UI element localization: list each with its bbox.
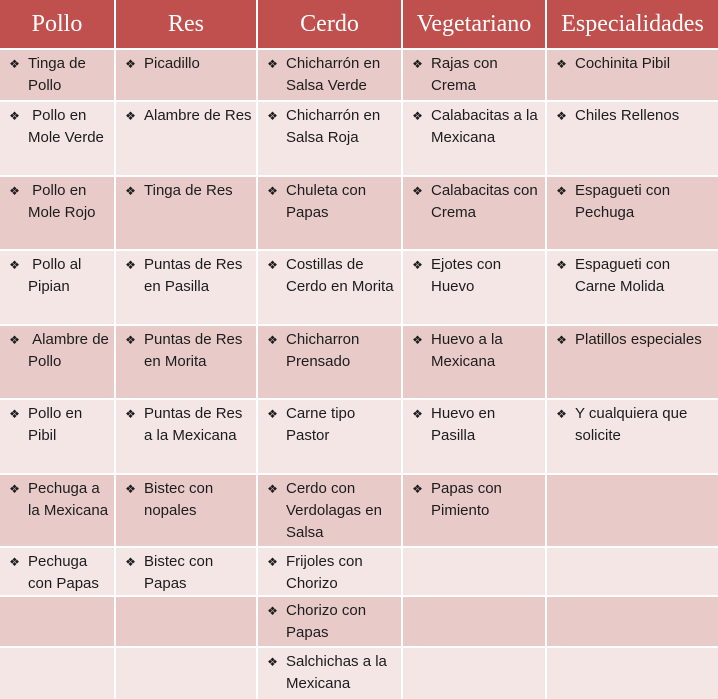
menu-item-label: Frijoles con Chorizo <box>286 553 367 592</box>
menu-item-cell <box>0 251 114 324</box>
menu-item-label: Pollo al Pipian <box>28 256 86 295</box>
menu-item-cell <box>403 177 545 249</box>
empty-cell <box>547 548 718 595</box>
menu-item-label: Chiles Rellenos <box>575 107 680 124</box>
diamond-bullet-icon: ❖ <box>9 407 20 421</box>
menu-item-cell <box>116 400 256 473</box>
menu-item-label: Calabacitas a la Mexicana <box>431 107 542 146</box>
empty-cell <box>0 597 114 646</box>
diamond-bullet-icon: ❖ <box>267 109 278 123</box>
diamond-bullet-icon: ❖ <box>556 109 567 123</box>
menu-item-label: Alambre de Res <box>144 107 252 124</box>
menu-item-cell <box>116 177 256 249</box>
diamond-bullet-icon: ❖ <box>267 407 278 421</box>
menu-item-label: Tinga de Res <box>144 182 233 199</box>
diamond-bullet-icon: ❖ <box>267 482 278 496</box>
diamond-bullet-icon: ❖ <box>267 258 278 272</box>
menu-item-label: Huevo en Pasilla <box>431 405 500 444</box>
diamond-bullet-icon: ❖ <box>125 555 136 569</box>
menu-item-label: Cerdo con Verdolagas en Salsa <box>286 480 387 541</box>
menu-item-label: Bistec con Papas <box>144 553 218 592</box>
diamond-bullet-icon: ❖ <box>125 258 136 272</box>
empty-cell <box>547 648 718 699</box>
menu-item-label: Pollo en Pibil <box>28 405 87 444</box>
menu-item-label: Alambre de Pollo <box>28 331 114 370</box>
menu-item-label: Y cualquiera que solicite <box>575 405 692 444</box>
menu-item-label: Salchichas a la Mexicana <box>286 653 392 692</box>
menu-item-cell <box>547 50 718 100</box>
menu-item-label: Chorizo con Papas <box>286 602 371 641</box>
menu-item-cell <box>258 177 401 249</box>
diamond-bullet-icon: ❖ <box>125 407 136 421</box>
menu-item-cell <box>0 548 114 595</box>
menu-item-cell <box>0 177 114 249</box>
menu-item-cell <box>403 400 545 473</box>
menu-item-label: Chicharrón en Salsa Verde <box>286 55 385 94</box>
diamond-bullet-icon: ❖ <box>125 57 136 71</box>
menu-item-cell <box>258 648 401 699</box>
diamond-bullet-icon: ❖ <box>267 655 278 669</box>
menu-item-label: Pollo en Mole Rojo <box>28 182 96 221</box>
menu-item-label: Picadillo <box>144 55 200 72</box>
menu-item-label: Platillos especiales <box>575 331 702 348</box>
column-header-pollo: Pollo <box>0 0 114 48</box>
menu-item-cell <box>0 400 114 473</box>
menu-item-label: Espagueti con Pechuga <box>575 182 675 221</box>
diamond-bullet-icon: ❖ <box>556 184 567 198</box>
column-header-vegetariano: Vegetariano <box>403 0 545 48</box>
diamond-bullet-icon: ❖ <box>556 333 567 347</box>
diamond-bullet-icon: ❖ <box>412 184 423 198</box>
empty-cell <box>0 648 114 699</box>
diamond-bullet-icon: ❖ <box>412 57 423 71</box>
menu-item-cell <box>547 326 718 398</box>
menu-item-label: Rajas con Crema <box>431 55 502 94</box>
diamond-bullet-icon: ❖ <box>9 109 20 123</box>
menu-item-label: Chicharron Prensado <box>286 331 364 370</box>
diamond-bullet-icon: ❖ <box>412 109 423 123</box>
menu-item-label: Ejotes con Huevo <box>431 256 506 295</box>
menu-item-cell <box>0 102 114 175</box>
diamond-bullet-icon: ❖ <box>267 555 278 569</box>
empty-cell <box>547 597 718 646</box>
menu-item-cell <box>547 400 718 473</box>
menu-item-label: Pechuga con Papas <box>28 553 99 592</box>
menu-item-cell <box>258 102 401 175</box>
menu-item-label: Tinga de Pollo <box>28 55 90 94</box>
column-header-especialidades: Especialidades <box>547 0 718 48</box>
empty-cell <box>547 475 718 546</box>
diamond-bullet-icon: ❖ <box>9 258 20 272</box>
empty-cell <box>116 648 256 699</box>
menu-item-cell <box>116 326 256 398</box>
menu-item-cell <box>0 326 114 398</box>
diamond-bullet-icon: ❖ <box>9 184 20 198</box>
menu-item-label: Pollo en Mole Verde <box>28 107 104 146</box>
diamond-bullet-icon: ❖ <box>125 333 136 347</box>
menu-item-label: Chicharrón en Salsa Roja <box>286 107 385 146</box>
menu-item-label: Puntas de Res en Morita <box>144 331 247 370</box>
diamond-bullet-icon: ❖ <box>556 407 567 421</box>
menu-item-label: Calabacitas con Crema <box>431 182 542 221</box>
diamond-bullet-icon: ❖ <box>9 482 20 496</box>
menu-item-label: Puntas de Res en Pasilla <box>144 256 247 295</box>
diamond-bullet-icon: ❖ <box>556 57 567 71</box>
menu-item-cell <box>116 548 256 595</box>
menu-item-cell <box>547 177 718 249</box>
diamond-bullet-icon: ❖ <box>412 407 423 421</box>
diamond-bullet-icon: ❖ <box>267 333 278 347</box>
menu-item-cell <box>0 50 114 100</box>
menu-item-cell <box>403 102 545 175</box>
menu-item-label: Carne tipo Pastor <box>286 405 360 444</box>
menu-item-cell <box>116 50 256 100</box>
menu-item-cell <box>258 475 401 546</box>
menu-item-cell <box>258 597 401 646</box>
menu-item-cell <box>258 400 401 473</box>
menu-item-label: Chuleta con Papas <box>286 182 371 221</box>
diamond-bullet-icon: ❖ <box>9 555 20 569</box>
diamond-bullet-icon: ❖ <box>412 482 423 496</box>
menu-item-cell <box>258 50 401 100</box>
menu-item-cell <box>116 475 256 546</box>
menu-item-label: Cochinita Pibil <box>575 55 671 72</box>
diamond-bullet-icon: ❖ <box>412 333 423 347</box>
menu-item-label: Papas con Pimiento <box>431 480 507 519</box>
menu-item-cell <box>403 251 545 324</box>
column-header-cerdo: Cerdo <box>258 0 401 48</box>
menu-item-cell <box>258 548 401 595</box>
diamond-bullet-icon: ❖ <box>556 258 567 272</box>
menu-item-cell <box>403 50 545 100</box>
diamond-bullet-icon: ❖ <box>125 109 136 123</box>
diamond-bullet-icon: ❖ <box>125 184 136 198</box>
diamond-bullet-icon: ❖ <box>412 258 423 272</box>
menu-item-cell <box>116 102 256 175</box>
menu-item-cell <box>258 326 401 398</box>
menu-item-label: Bistec con nopales <box>144 480 218 519</box>
menu-item-cell <box>547 102 718 175</box>
menu-item-label: Costillas de Cerdo en Morita <box>286 256 394 295</box>
diamond-bullet-icon: ❖ <box>267 604 278 618</box>
diamond-bullet-icon: ❖ <box>267 184 278 198</box>
menu-item-label: Pechuga a la Mexicana <box>28 480 109 519</box>
empty-cell <box>116 597 256 646</box>
diamond-bullet-icon: ❖ <box>9 57 20 71</box>
menu-item-cell <box>403 326 545 398</box>
menu-item-cell <box>258 251 401 324</box>
empty-cell <box>403 548 545 595</box>
menu-item-cell <box>0 475 114 546</box>
menu-item-cell <box>547 251 718 324</box>
menu-item-label: Puntas de Res a la Mexicana <box>144 405 247 444</box>
menu-item-cell <box>116 251 256 324</box>
menu-item-label: Espagueti con Carne Molida <box>575 256 675 295</box>
menu-item-label: Huevo a la Mexicana <box>431 331 507 370</box>
diamond-bullet-icon: ❖ <box>267 57 278 71</box>
empty-cell <box>403 597 545 646</box>
diamond-bullet-icon: ❖ <box>9 333 20 347</box>
column-header-res: Res <box>116 0 256 48</box>
empty-cell <box>403 648 545 699</box>
menu-item-cell <box>403 475 545 546</box>
diamond-bullet-icon: ❖ <box>125 482 136 496</box>
